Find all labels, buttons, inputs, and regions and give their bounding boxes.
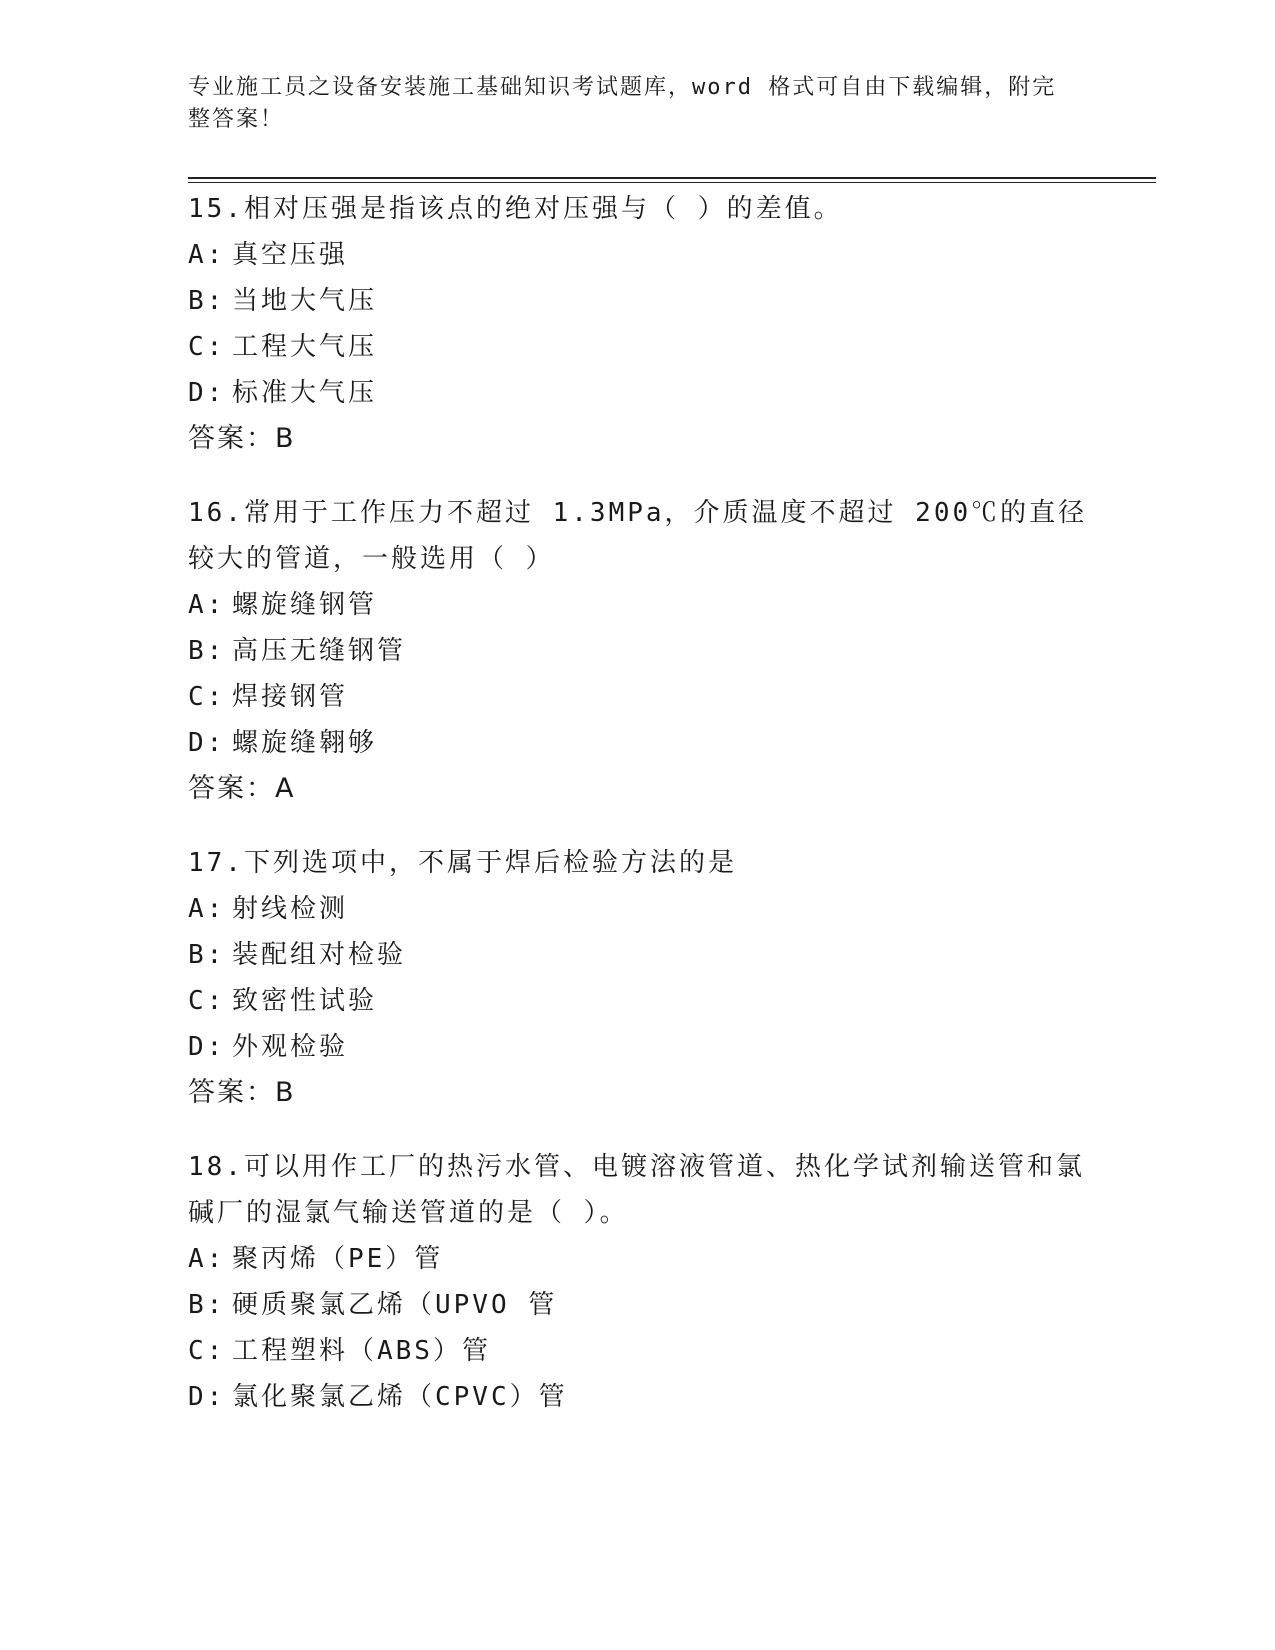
option-b (188, 278, 1088, 324)
question-17 (188, 840, 1088, 1116)
question-list (188, 186, 1088, 1448)
option-key: B: (188, 286, 226, 316)
option-c (188, 978, 1088, 1024)
option-key: B: (188, 1290, 226, 1320)
option-text: 工程塑料（ABS）管 (232, 1336, 491, 1366)
answer-line: 答案：B (188, 423, 296, 454)
option-key: D: (188, 728, 226, 758)
answer-line: 答案：A (188, 773, 296, 804)
option-key: A: (188, 894, 226, 924)
question-stem: 16.常用于工作压力不超过 1.3MPa，介质温度不超过 200℃的直径较大的管道，一般选用（ ） (188, 498, 1088, 574)
option-c (188, 324, 1088, 370)
option-b (188, 932, 1088, 978)
option-a (188, 232, 1088, 278)
question-stem: 17.下列选项中，不属于焊后检验方法的是 (188, 848, 737, 878)
header-divider (188, 177, 1156, 179)
option-text: 螺旋缝钢管 (232, 590, 378, 620)
document-header: 专业施工员之设备安装施工基础知识考试题库，word 格式可自由下载编辑，附完整答案！ (188, 75, 1057, 132)
option-text: 工程大气压 (232, 332, 378, 362)
option-text: 氯化聚氯乙烯（CPVC）管 (232, 1382, 568, 1412)
option-text: 聚丙烯（PE）管 (232, 1244, 444, 1274)
option-text: 射线检测 (232, 894, 349, 924)
option-key: A: (188, 240, 226, 270)
option-a (188, 582, 1088, 628)
question-16 (188, 490, 1088, 812)
question-stem: 15.相对压强是指该点的绝对压强与（ ）的差值。 (188, 194, 843, 224)
option-key: D: (188, 1382, 226, 1412)
option-key: C: (188, 332, 226, 362)
option-a (188, 1236, 1088, 1282)
option-text: 焊接钢管 (232, 682, 349, 712)
option-key: B: (188, 636, 226, 666)
option-d (188, 720, 1088, 766)
answer-line: 答案：B (188, 1077, 296, 1108)
option-key: C: (188, 1336, 226, 1366)
option-d (188, 370, 1088, 416)
option-b (188, 628, 1088, 674)
option-text: 标准大气压 (232, 378, 378, 408)
option-text: 致密性试验 (232, 986, 378, 1016)
option-a (188, 886, 1088, 932)
option-key: C: (188, 682, 226, 712)
option-text: 真空压强 (232, 240, 349, 270)
option-key: B: (188, 940, 226, 970)
option-text: 硬质聚氯乙烯（UPVO 管 (232, 1290, 558, 1320)
header-divider-thin (188, 182, 1156, 183)
option-text: 螺旋缝翱够 (232, 728, 378, 758)
option-key: D: (188, 1032, 226, 1062)
option-b (188, 1282, 1088, 1328)
option-key: C: (188, 986, 226, 1016)
option-text: 高压无缝钢管 (232, 636, 407, 666)
option-d (188, 1374, 1088, 1420)
option-c (188, 1328, 1088, 1374)
option-text: 装配组对检验 (232, 940, 407, 970)
option-text: 外观检验 (232, 1032, 349, 1062)
option-key: D: (188, 378, 226, 408)
question-18 (188, 1144, 1088, 1420)
question-stem: 18.可以用作工厂的热污水管、电镀溶液管道、热化学试剂输送管和氯碱厂的湿氯气输送管道的是（ ）。 (188, 1152, 1085, 1228)
option-c (188, 674, 1088, 720)
option-d (188, 1024, 1088, 1070)
question-15 (188, 186, 1088, 462)
option-text: 当地大气压 (232, 286, 378, 316)
option-key: A: (188, 1244, 226, 1274)
option-key: A: (188, 590, 226, 620)
